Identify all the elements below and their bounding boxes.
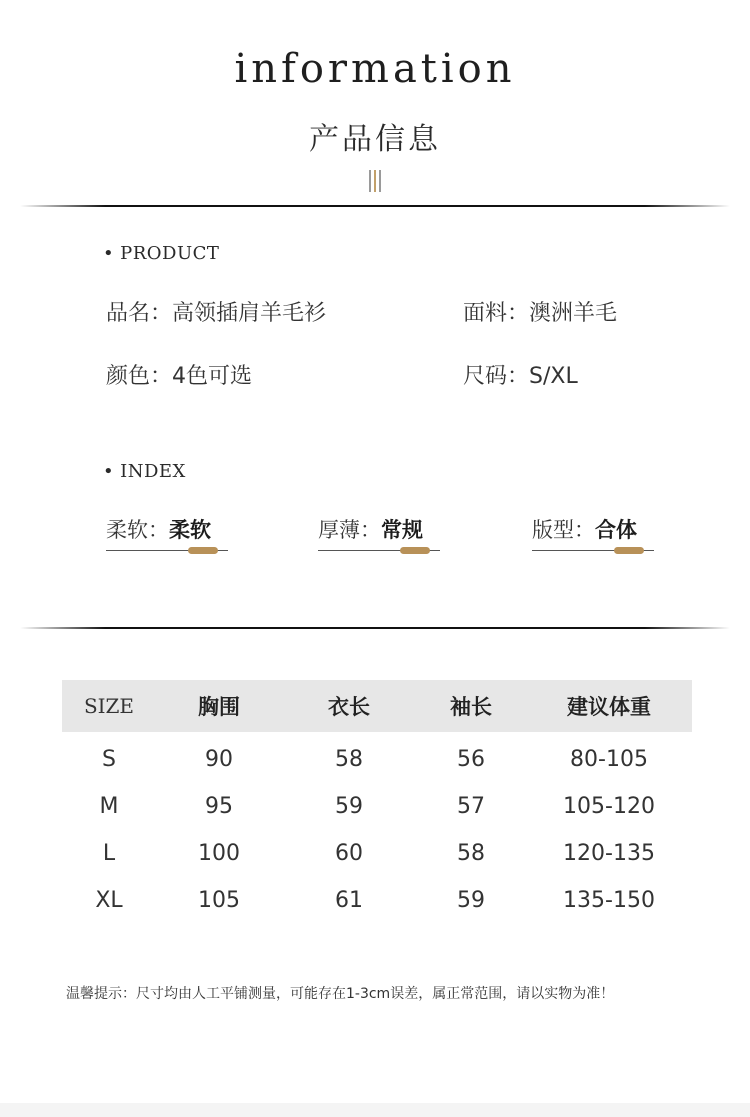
- column-header-weight: 建议体重: [526, 680, 692, 732]
- divider-middle: [20, 627, 730, 629]
- table-cell: 105-120: [563, 794, 655, 819]
- index-label: 柔软：: [106, 518, 169, 542]
- product-field-name: [106, 296, 326, 327]
- index-heading-text: INDEX: [120, 461, 186, 482]
- decorative-bars-icon: [369, 170, 383, 192]
- field-label: 面料：: [463, 301, 530, 326]
- divider-top: [20, 205, 730, 207]
- product-heading-text: PRODUCT: [120, 243, 220, 264]
- table-cell: 59: [335, 794, 363, 819]
- table-cell: 59: [457, 888, 485, 913]
- product-field-fabric: [463, 296, 617, 327]
- index-item-thickness: [318, 514, 440, 560]
- table-cell: 58: [335, 747, 363, 772]
- index-item-fit: [532, 514, 654, 560]
- field-value: S/XL: [529, 364, 578, 389]
- measurement-note: 温馨提示：尺寸均由人工平铺测量，可能存在1-3cm误差，属正常范围，请以实物为准！: [66, 986, 615, 1002]
- table-cell: 58: [457, 841, 485, 866]
- field-value: 4色可选: [172, 364, 253, 389]
- table-cell: M: [99, 794, 119, 819]
- table-cell: 61: [335, 888, 363, 913]
- table-cell: XL: [95, 888, 123, 913]
- footer-band: [0, 1103, 750, 1117]
- table-row: [62, 877, 692, 924]
- bullet-dot-icon: •: [103, 461, 115, 482]
- table-cell: 90: [205, 747, 233, 772]
- field-value: 澳洲羊毛: [529, 301, 618, 326]
- section-heading-index: [103, 461, 186, 482]
- table-cell: L: [102, 841, 116, 866]
- table-cell: 95: [205, 794, 233, 819]
- table-cell: 135-150: [563, 888, 655, 913]
- table-cell: 100: [198, 841, 240, 866]
- column-header-chest: 胸围: [156, 680, 282, 732]
- field-label: 颜色：: [106, 364, 173, 389]
- column-header-sleeve: 袖长: [416, 680, 526, 732]
- table-cell: S: [102, 747, 116, 772]
- index-value: 柔软: [169, 518, 211, 542]
- index-value: 合体: [595, 518, 637, 542]
- table-cell: 105: [198, 888, 240, 913]
- index-scale-marker: [400, 547, 430, 554]
- column-header-length: 衣长: [282, 680, 416, 732]
- product-field-color: [106, 359, 252, 390]
- table-row: [62, 732, 692, 783]
- index-scale-marker: [188, 547, 218, 554]
- field-label: 尺码：: [463, 364, 530, 389]
- bullet-dot-icon: •: [103, 243, 115, 264]
- table-cell: 60: [335, 841, 363, 866]
- field-label: 品名：: [106, 301, 173, 326]
- title-english: information: [234, 46, 516, 92]
- section-heading-product: [103, 243, 219, 264]
- table-cell: 120-135: [563, 841, 655, 866]
- index-label: 版型：: [532, 518, 595, 542]
- size-table-header-row: [62, 680, 692, 732]
- table-cell: 57: [457, 794, 485, 819]
- table-cell: 80-105: [570, 747, 648, 772]
- size-table: [62, 680, 692, 924]
- index-item-softness: [106, 514, 228, 560]
- index-scale-marker: [614, 547, 644, 554]
- table-row: [62, 783, 692, 830]
- index-value: 常规: [381, 518, 423, 542]
- product-field-size: [463, 359, 578, 390]
- column-header-size: SIZE: [62, 680, 156, 732]
- field-value: 高领插肩羊毛衫: [172, 301, 327, 326]
- table-cell: 56: [457, 747, 485, 772]
- table-row: [62, 830, 692, 877]
- index-label: 厚薄：: [318, 518, 381, 542]
- title-chinese: 产品信息: [309, 122, 441, 157]
